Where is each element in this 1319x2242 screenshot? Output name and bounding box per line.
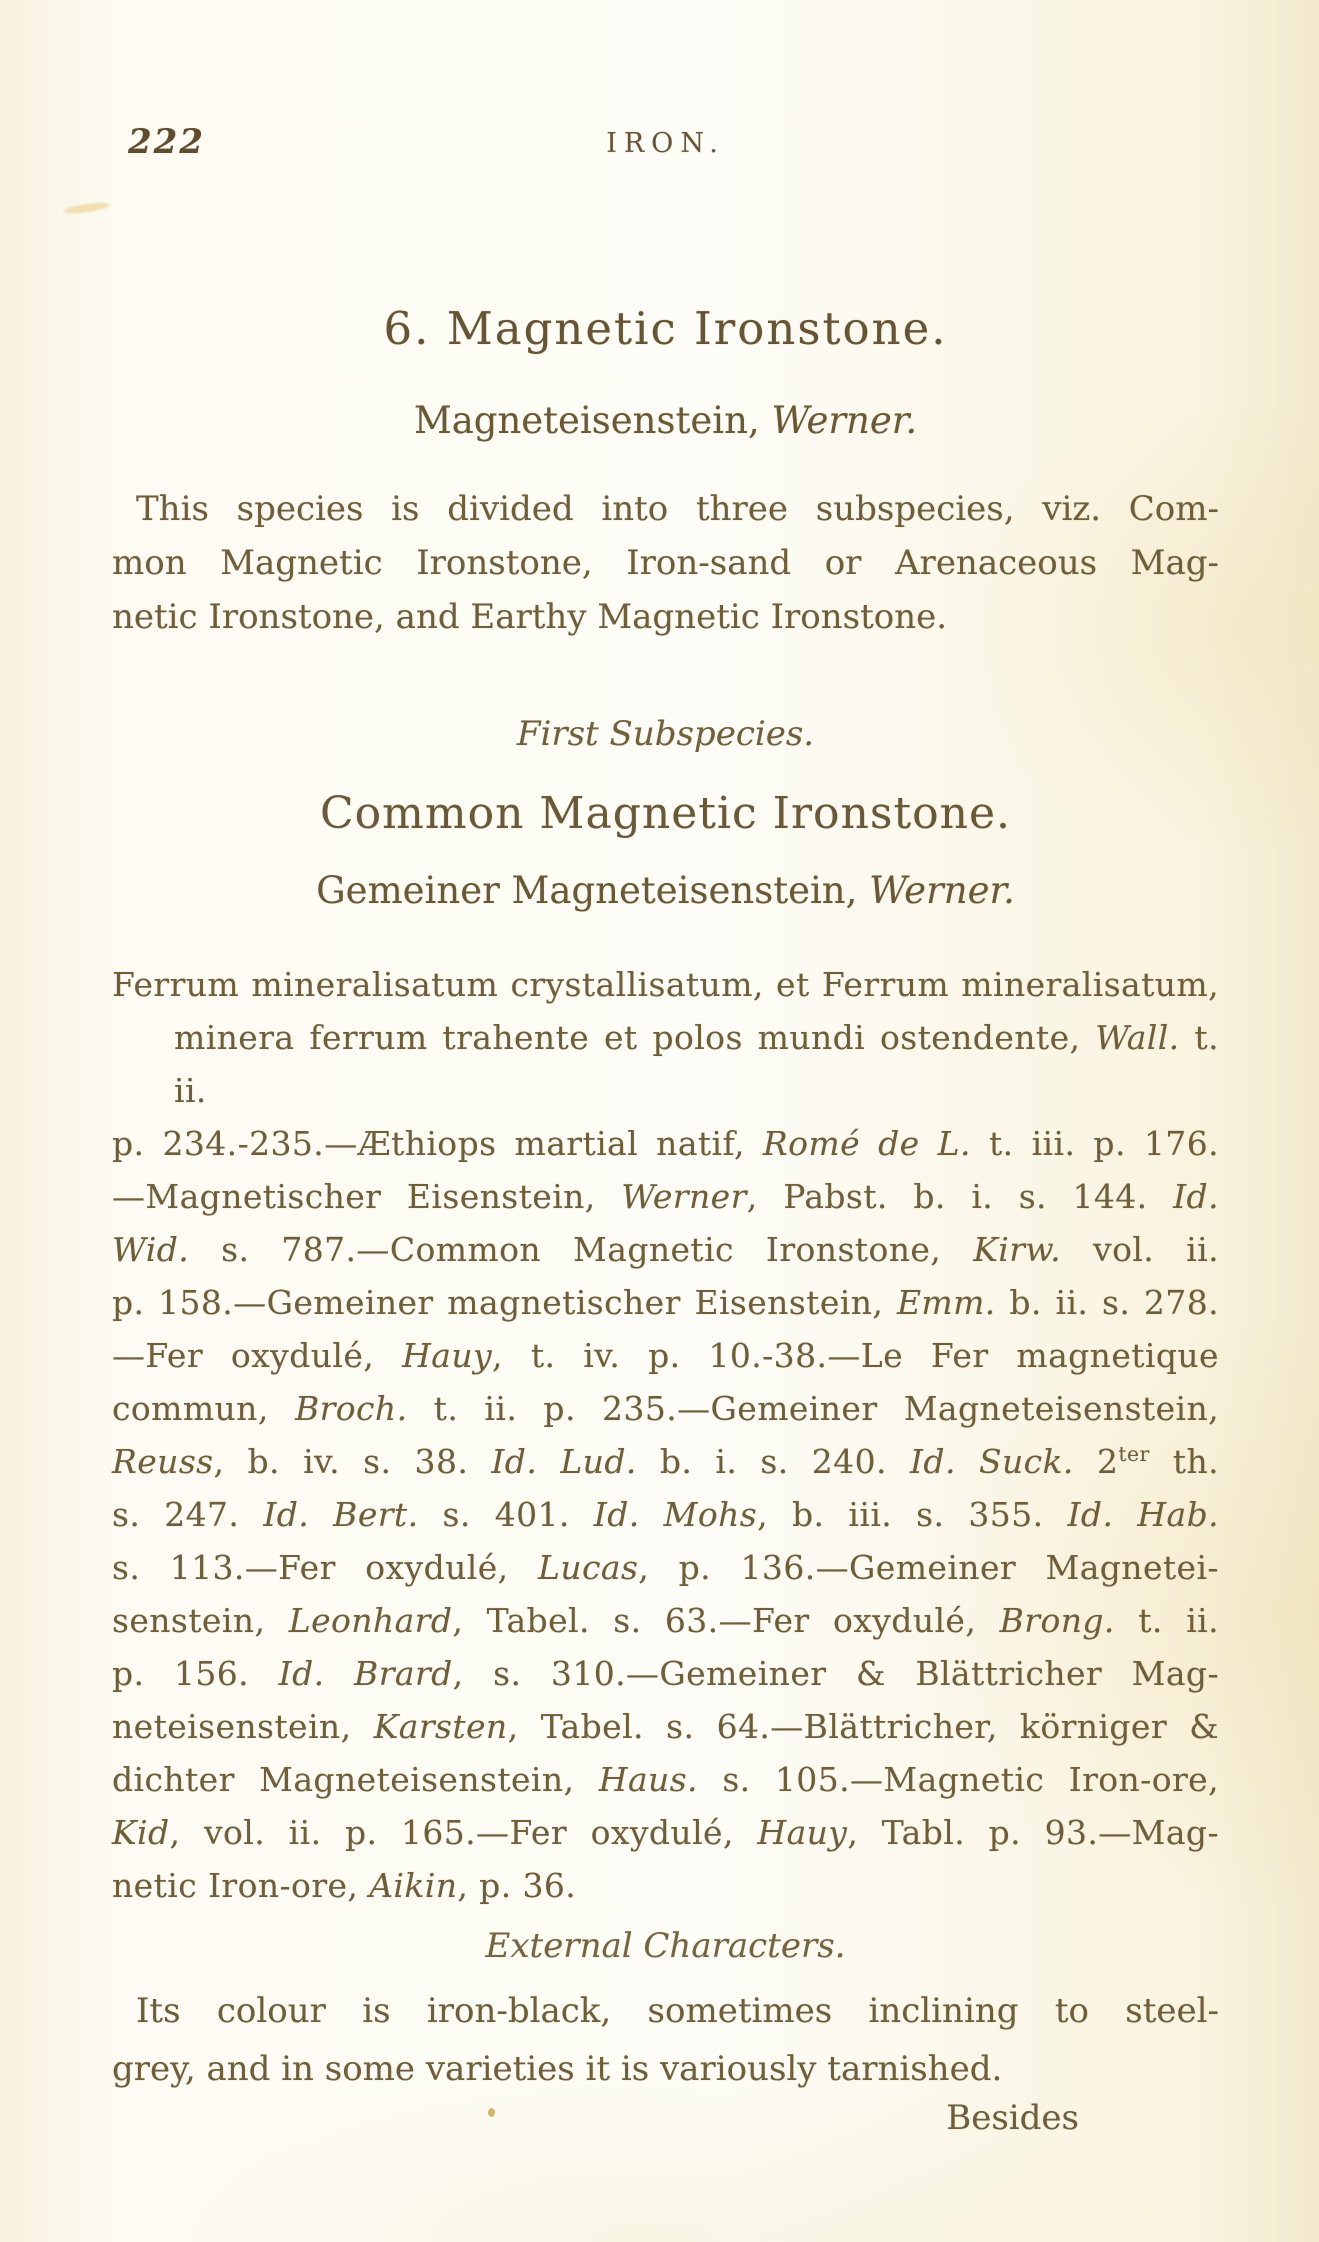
text-line — [112, 1170, 1219, 1223]
italic-text: Hauy — [402, 1336, 493, 1375]
italic-text: Broch. — [294, 1389, 408, 1428]
page-number: 222 — [128, 122, 205, 162]
text-run: s. 105.—Magnetic Iron-ore, — [697, 1760, 1219, 1799]
text-line — [112, 1011, 1219, 1117]
text-run: , p. 36. — [457, 1866, 577, 1905]
text-line — [112, 1859, 1219, 1912]
text-run: s. 787.—Common Magnetic Ironstone, — [189, 1230, 974, 1269]
intro-paragraph — [112, 482, 1219, 644]
superscript-text: ter — [1118, 1442, 1150, 1466]
text-run: senstein, — [112, 1601, 289, 1640]
text-line — [112, 1594, 1219, 1647]
italic-text: Romé de L. — [762, 1124, 971, 1163]
text-run: , s. 310.—Gemeiner & Blättricher Mag- — [452, 1654, 1220, 1693]
italic-text: Werner. — [869, 869, 1015, 912]
text-line — [112, 1276, 1219, 1329]
section-subtitle — [112, 399, 1219, 442]
text-run: Its colour is iron-black, sometimes inclining to steel- — [136, 1991, 1219, 2031]
paper-stain — [64, 201, 111, 215]
synonymy-paragraph — [112, 958, 1219, 1912]
text-line — [112, 590, 1219, 644]
text-run: , p. 136.—Gemeiner Magnetei- — [638, 1548, 1219, 1587]
italic-text: Emm. — [896, 1283, 996, 1322]
italic-text: Reuss — [112, 1442, 214, 1481]
italic-text: Id. Bert. — [263, 1495, 419, 1534]
text-run: s. 113.—Fer oxydulé, — [112, 1548, 539, 1587]
text-run: , vol. ii. p. 165.—Fer oxydulé, — [169, 1813, 758, 1852]
running-title: IRON. — [606, 128, 725, 159]
text-line — [112, 1488, 1219, 1541]
text-line — [112, 1753, 1219, 1806]
text-run: —Magnetischer Eisenstein, — [112, 1177, 622, 1216]
text-line — [112, 1117, 1219, 1170]
external-characters-paragraph — [112, 1982, 1219, 2098]
text-line — [112, 1982, 1219, 2040]
text-run: mon Magnetic Ironstone, Iron-sand or Arenaceous Mag- — [112, 543, 1219, 583]
italic-text: Werner — [621, 1177, 747, 1216]
text-run: dichter Magneteisenstein, — [112, 1760, 599, 1799]
text-run: vol. ii. — [1061, 1230, 1220, 1269]
text-run: netic Iron-ore, — [112, 1866, 370, 1905]
italic-text: Id. — [1173, 1177, 1219, 1216]
subspecies-heading: First Subspecies. — [516, 714, 815, 754]
section-title: 6. Magnetic Ironstone. — [383, 302, 948, 355]
italic-text: Id. Hab. — [1067, 1495, 1220, 1534]
text-line — [112, 1541, 1219, 1594]
text-run: b. ii. s. 278. — [995, 1283, 1219, 1322]
text-run: t. iii. p. 176. — [970, 1124, 1219, 1163]
text-line — [112, 958, 1219, 1011]
italic-text: Haus. — [598, 1760, 698, 1799]
text-run: —Fer oxydulé, — [112, 1336, 403, 1375]
text-run: neteisenstein, — [112, 1707, 374, 1746]
subspecies-name: Common Magnetic Ironstone. — [320, 788, 1011, 839]
italic-text: Lucas — [538, 1548, 639, 1587]
text-run: th. — [1149, 1442, 1219, 1481]
text-run: , Tabl. p. 93.—Mag- — [847, 1813, 1219, 1852]
text-run: s. 401. — [418, 1495, 594, 1534]
text-run: , Pabst. b. i. s. 144. — [746, 1177, 1174, 1216]
text-run: Ferrum mineralisatum crystallisatum, et Ferrum mineralisatum, — [112, 965, 1219, 1004]
page-header — [112, 122, 1219, 174]
text-run: , Tabel. s. 63.—Fer oxydulé, — [452, 1601, 1000, 1640]
subspecies-german-name — [112, 869, 1219, 912]
text-line — [112, 1223, 1219, 1276]
italic-text: Kirw. — [973, 1230, 1062, 1269]
italic-text: Wall. — [1095, 1018, 1180, 1057]
text-run: netic Ironstone, and Earthy Magnetic Ironstone. — [112, 597, 948, 637]
italic-text: Id. Brard — [278, 1654, 453, 1693]
text-run: , b. iii. s. 355. — [757, 1495, 1068, 1534]
italic-text: Aikin — [369, 1866, 458, 1905]
text-run: , t. iv. p. 10.-38.—Le Fer magnetique — [492, 1336, 1219, 1375]
italic-text: Kid — [112, 1813, 170, 1852]
text-line — [112, 1700, 1219, 1753]
text-run: s. 247. — [112, 1495, 264, 1534]
text-run: Gemeiner Magneteisenstein, — [316, 869, 870, 912]
text-line — [112, 1647, 1219, 1700]
italic-text: Werner. — [771, 399, 918, 442]
italic-text: Brong. — [999, 1601, 1115, 1640]
text-line — [112, 1329, 1219, 1382]
text-run: b. i. s. 240. — [636, 1442, 910, 1481]
text-run: minera ferrum trahente et polos mundi ostendente, — [174, 1018, 1096, 1057]
text-run: t. ii. — [174, 1018, 1219, 1110]
text-run: t. ii. p. 235.—Gemeiner Magneteisenstein, — [407, 1389, 1219, 1428]
text-run: Magneteisenstein, — [413, 399, 772, 442]
text-line — [112, 482, 1219, 536]
text-line — [112, 2040, 1219, 2098]
italic-text: Hauy — [757, 1813, 848, 1852]
text-line — [112, 1435, 1219, 1488]
text-run: p. 156. — [112, 1654, 279, 1693]
text-line — [112, 536, 1219, 590]
italic-text: Leonhard — [288, 1601, 453, 1640]
italic-text: Wid. — [112, 1230, 190, 1269]
text-run: This species is divided into three subspecies, viz. Com- — [136, 489, 1219, 529]
text-line — [112, 1806, 1219, 1859]
italic-text: Id. Mohs — [593, 1495, 758, 1534]
text-run: t. ii. — [1114, 1601, 1219, 1640]
text-run: 2 — [1073, 1442, 1119, 1481]
italic-text: Karsten — [373, 1707, 508, 1746]
text-run: , Tabel. s. 64.—Blättricher, körniger & — [507, 1707, 1220, 1746]
text-line — [112, 1382, 1219, 1435]
text-run: , b. iv. s. 38. — [213, 1442, 492, 1481]
text-run: p. 234.-235.—Æthiops martial natif, — [112, 1124, 763, 1163]
text-run: commun, — [112, 1389, 295, 1428]
text-run: grey, and in some varieties it is variously tarnished. — [112, 2049, 1003, 2089]
italic-text: Id. Lud. — [491, 1442, 637, 1481]
catchword: Besides — [946, 2098, 1079, 2138]
text-run: p. 158.—Gemeiner magnetischer Eisenstein, — [112, 1283, 897, 1322]
italic-text: Id. Suck. — [910, 1442, 1074, 1481]
page-content — [112, 0, 1219, 2138]
external-characters-heading: External Characters. — [485, 1926, 846, 1966]
